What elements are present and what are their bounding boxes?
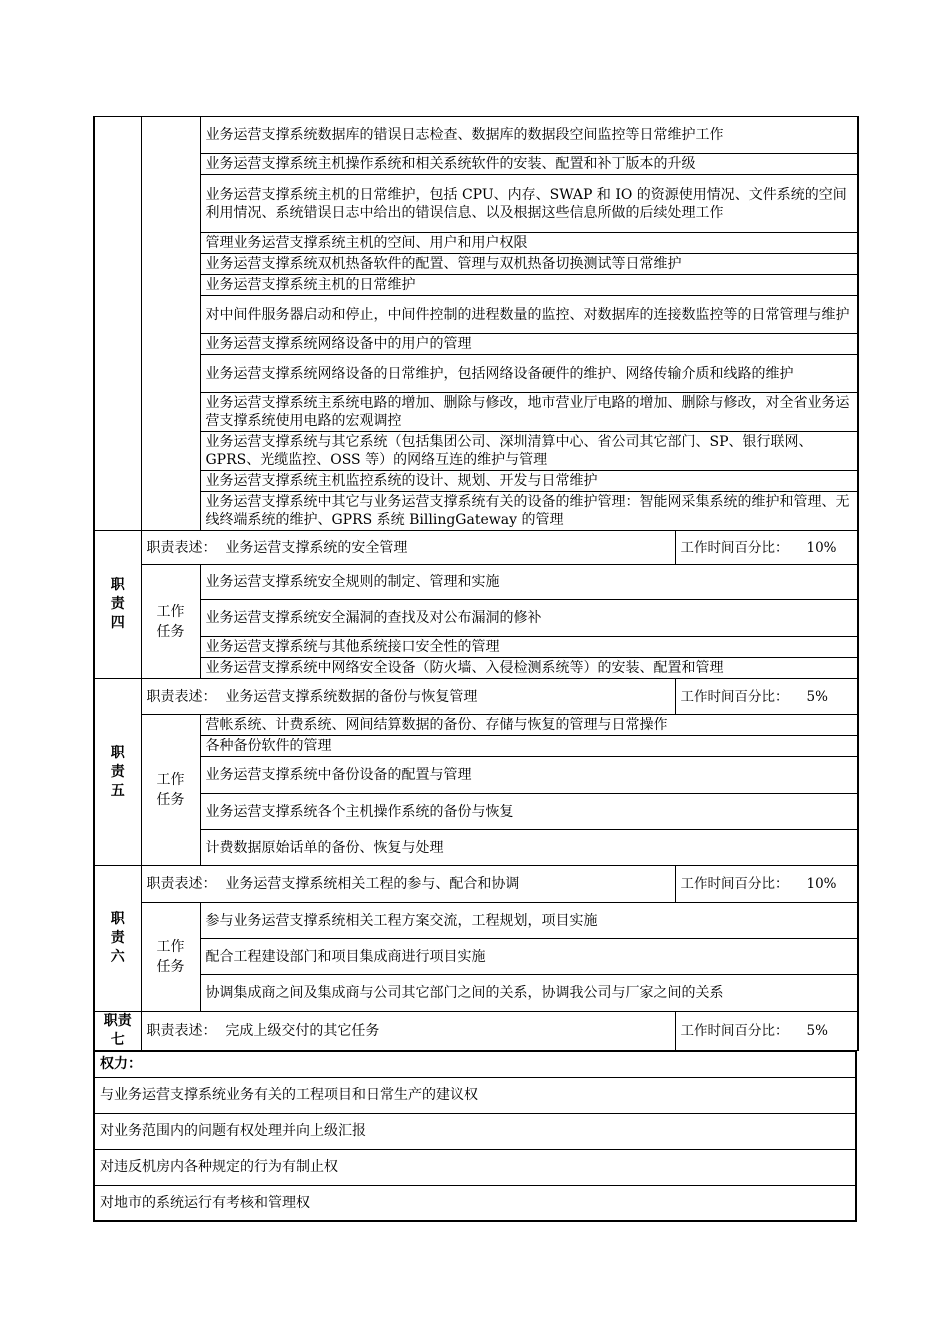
- power-item: 对违反机房内各种规定的行为有制止权: [94, 1149, 856, 1185]
- duty-6-header: [94, 866, 858, 903]
- task-label-cell: 工作 任务: [141, 715, 200, 866]
- task-text: 业务运营支撑系统网络设备中的用户的管理: [200, 334, 858, 355]
- duty-label-cell: [94, 117, 141, 531]
- task-text: 计费数据原始话单的备份、恢复与处理: [200, 830, 858, 866]
- duty-5-label: 职 责 五: [94, 679, 141, 866]
- duty-6-percentage: 工作时间百分比： 10%: [675, 866, 858, 903]
- task-text: 业务运营支撑系统主机的日常维护，包括 CPU、内存、SWAP 和 IO 的资源使用情况、文件系统的空间利用情况、系统错误日志中给出的错误信息、以及根据这些信息所做的后续处理工作: [200, 175, 858, 233]
- task-label-cell: 工作 任务: [141, 565, 200, 679]
- task-text: 业务运营支撑系统中备份设备的配置与管理: [200, 757, 858, 794]
- task-text: 业务运营支撑系统主机监控系统的设计、规划、开发与日常维护: [200, 471, 858, 492]
- task-text: 业务运营支撑系统主机操作系统和相关系统软件的安装、配置和补丁版本的升级: [200, 154, 858, 175]
- duty-7-description: 职责表述： 完成上级交付的其它任务: [141, 1012, 675, 1051]
- duty-5-percentage: 工作时间百分比： 5%: [675, 679, 858, 715]
- task-text: 业务运营支撑系统双机热备软件的配置、管理与双机热备切换测试等日常维护: [200, 254, 858, 275]
- task-text: 参与业务运营支撑系统相关工程方案交流，工程规划，项目实施: [200, 903, 858, 939]
- duty-4-header: [94, 531, 858, 565]
- duty-4-description: 职责表述： 业务运营支撑系统的安全管理: [141, 531, 675, 565]
- task-label-cell: [141, 117, 200, 531]
- duties-table: [93, 116, 859, 1051]
- task-text: 管理业务运营支撑系统主机的空间、用户和用户权限: [200, 233, 858, 254]
- power-item: 对地市的系统运行有考核和管理权: [94, 1185, 856, 1221]
- task-text: 业务运营支撑系统安全规则的制定、管理和实施: [200, 565, 858, 600]
- task-text: 各种备份软件的管理: [200, 736, 858, 757]
- duty-5-description: 职责表述： 业务运营支撑系统数据的备份与恢复管理: [141, 679, 675, 715]
- task-label-cell: 工作 任务: [141, 903, 200, 1012]
- duty-7-percentage: 工作时间百分比： 5%: [675, 1012, 858, 1051]
- task-text: 业务运营支撑系统与其它系统（包括集团公司、深圳清算中心、省公司其它部门、SP、银行联网、GPRS、光缆监控、OSS 等）的网络互连的维护与管理: [200, 432, 858, 471]
- task-text: 业务运营支撑系统主系统电路的增加、删除与修改，地市营业厅电路的增加、删除与修改，对全省业务运营支撑系统使用电路的宏观调控: [200, 393, 858, 432]
- powers-table: [93, 1050, 857, 1222]
- powers-heading: 权力：: [94, 1051, 856, 1077]
- task-text: 营帐系统、计费系统、网间结算数据的备份、存储与恢复的管理与日常操作: [200, 715, 858, 736]
- task-text: 配合工程建设部门和项目集成商进行项目实施: [200, 939, 858, 975]
- job-description-page: [93, 116, 857, 1222]
- duty-4-label: 职 责 四: [94, 531, 141, 679]
- duty-6-label: 职 责 六: [94, 866, 141, 1012]
- duty-6-description: 职责表述： 业务运营支撑系统相关工程的参与、配合和协调: [141, 866, 675, 903]
- task-text: 业务运营支撑系统各个主机操作系统的备份与恢复: [200, 794, 858, 830]
- task-text: 业务运营支撑系统中其它与业务运营支撑系统有关的设备的维护管理：智能网采集系统的维护和管理、无线终端系统的维护、GPRS 系统 BillingGateway 的管理: [200, 492, 858, 531]
- task-text: 对中间件服务器启动和停止，中间件控制的进程数量的监控、对数据库的连接数监控等的日常管理与维护: [200, 296, 858, 334]
- duty-5-header: [94, 679, 858, 715]
- power-item: 与业务运营支撑系统业务有关的工程项目和日常生产的建议权: [94, 1077, 856, 1113]
- task-text: 协调集成商之间及集成商与公司其它部门之间的关系，协调我公司与厂家之间的关系: [200, 975, 858, 1012]
- duty-7-header: [94, 1012, 858, 1051]
- task-text: 业务运营支撑系统安全漏洞的查找及对公布漏洞的修补: [200, 600, 858, 637]
- power-item: 对业务范围内的问题有权处理并向上级汇报: [94, 1113, 856, 1149]
- task-text: 业务运营支撑系统中网络安全设备（防火墙、入侵检测系统等）的安装、配置和管理: [200, 658, 858, 679]
- task-text: 业务运营支撑系统网络设备的日常维护，包括网络设备硬件的维护、网络传输介质和线路的维护: [200, 355, 858, 393]
- duty-4-percentage: 工作时间百分比： 10%: [675, 531, 858, 565]
- task-text: 业务运营支撑系统数据库的错误日志检查、数据库的数据段空间监控等日常维护工作: [200, 117, 858, 154]
- task-text: 业务运营支撑系统与其他系统接口安全性的管理: [200, 637, 858, 658]
- task-row: [94, 117, 858, 154]
- task-text: 业务运营支撑系统主机的日常维护: [200, 275, 858, 296]
- duty-7-label: 职责 七: [94, 1012, 141, 1051]
